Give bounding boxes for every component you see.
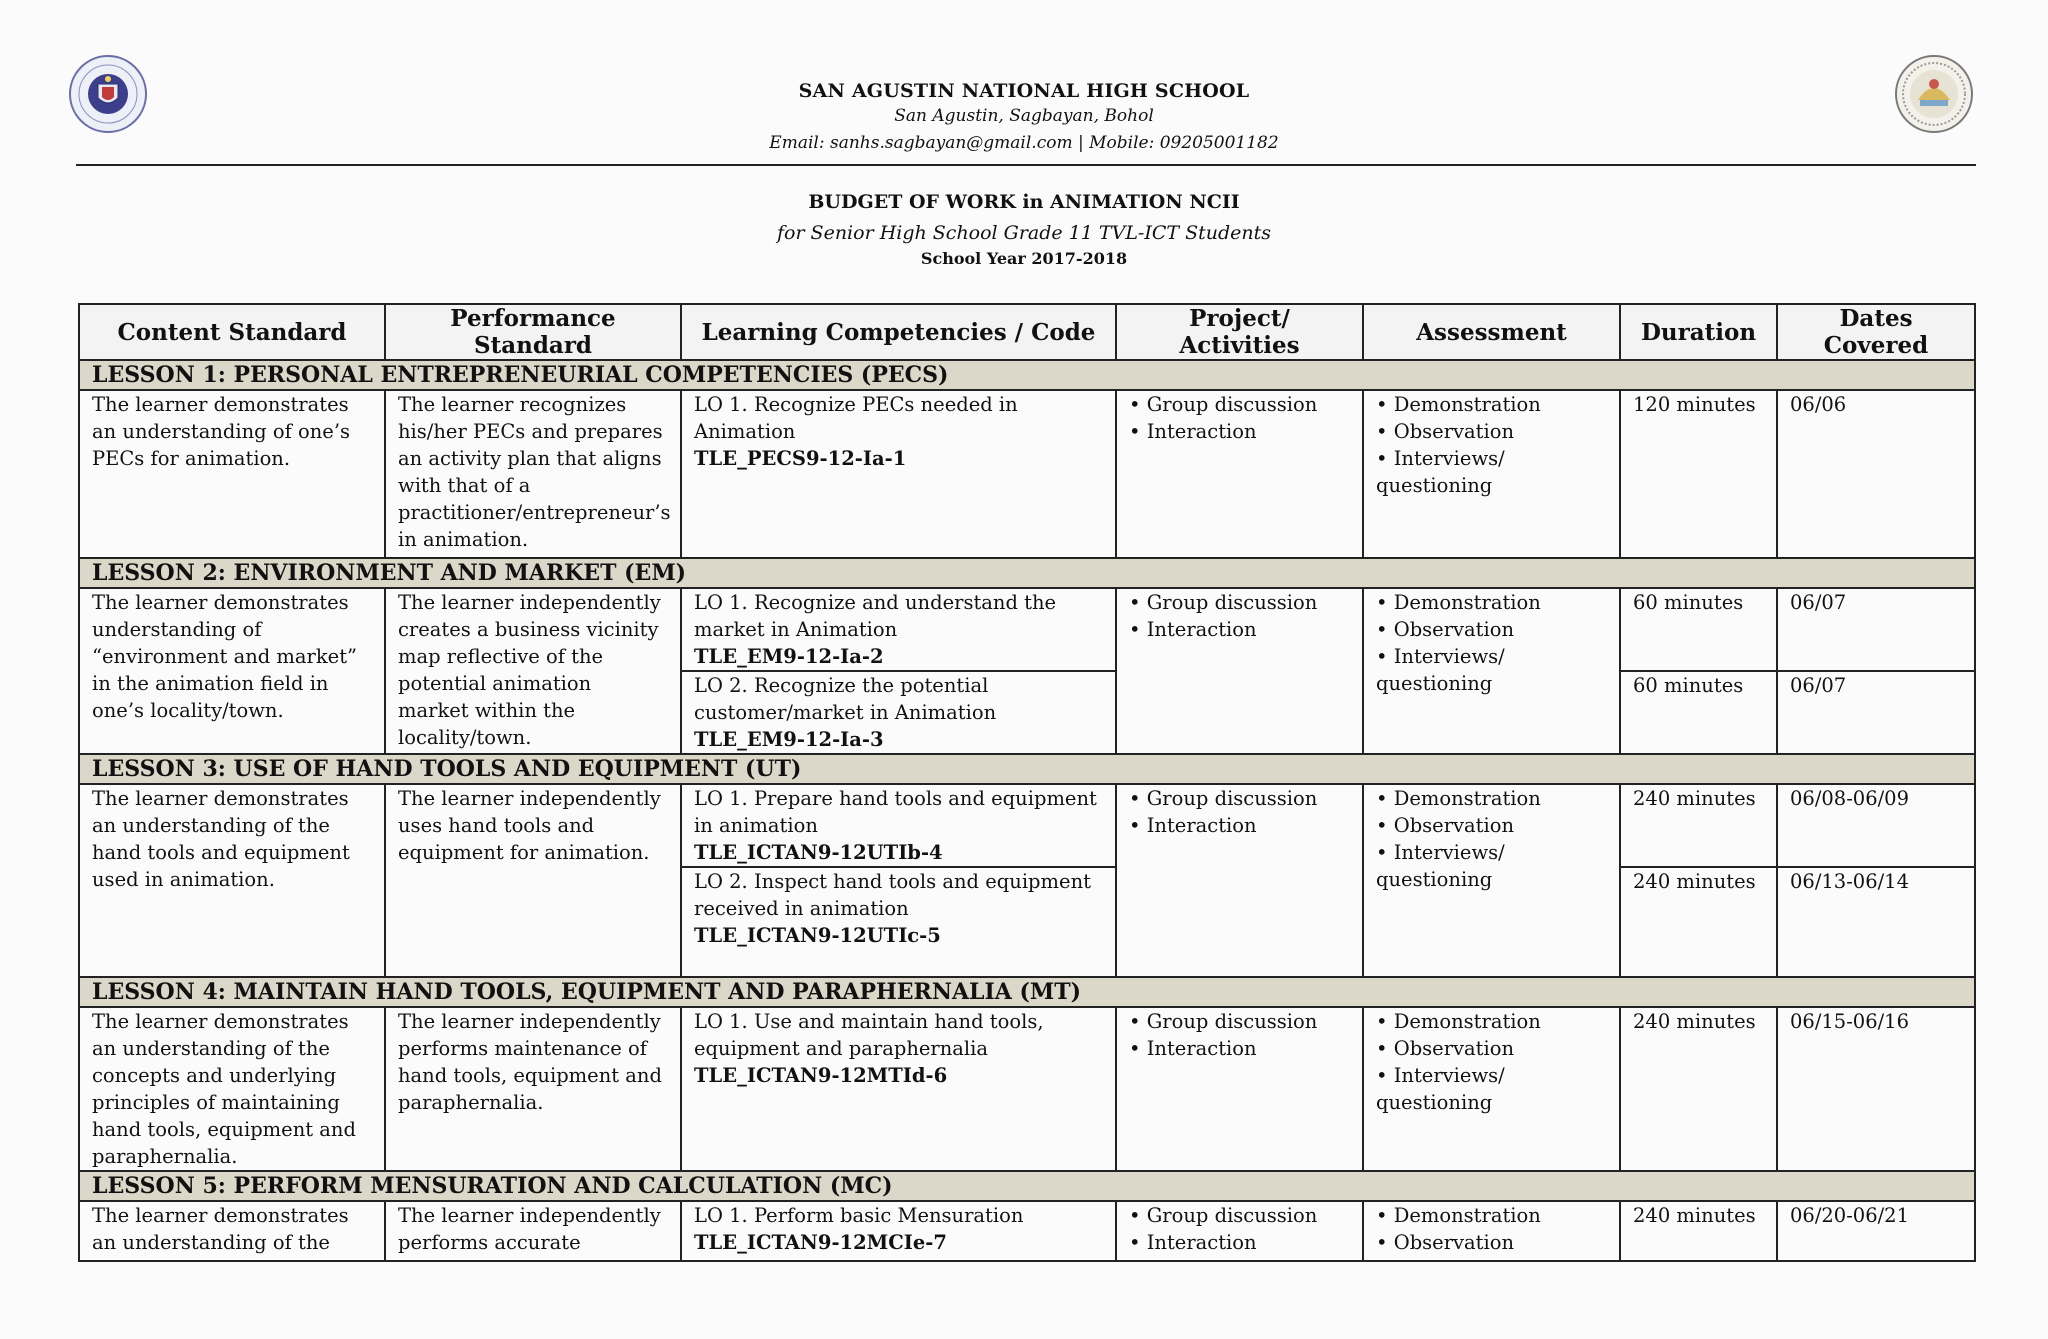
competency-cell	[681, 390, 1116, 558]
duration-cell: 60 minutes	[1620, 671, 1777, 754]
competency-code: TLE_ICTAN9-12MCIe-7	[694, 1231, 947, 1254]
lesson-header-row	[79, 360, 1975, 390]
assessment-item: • Observation	[1376, 616, 1607, 643]
competency-text: LO 1. Perform basic Mensuration	[694, 1204, 1024, 1227]
competency-cell	[681, 1007, 1116, 1171]
lesson-header-row	[79, 977, 1975, 1007]
duration-cell: 240 minutes	[1620, 1201, 1777, 1261]
column-header: Dates Covered	[1777, 304, 1975, 360]
activities-cell	[1116, 1201, 1363, 1261]
assessment-cell	[1363, 1007, 1620, 1171]
column-header: Performance Standard	[385, 304, 681, 360]
activity-item: • Group discussion	[1129, 1008, 1350, 1035]
competency-text: LO 1. Recognize PECs needed in Animation	[694, 393, 1018, 443]
assessment-cell	[1363, 784, 1620, 977]
competency-text: LO 1. Use and maintain hand tools, equipment and paraphernalia	[694, 1010, 1044, 1060]
assessment-item: • Demonstration	[1376, 785, 1607, 812]
assessment-item: • Demonstration	[1376, 589, 1607, 616]
performance-standard-cell: The learner independently performs maintenance of hand tools, equipment and paraphernalia.	[385, 1007, 681, 1171]
column-header: Project/ Activities	[1116, 304, 1363, 360]
activity-item: • Group discussion	[1129, 391, 1350, 418]
lesson-header-row	[79, 558, 1975, 588]
assessment-cell	[1363, 390, 1620, 558]
assessment-item: • Demonstration	[1376, 1008, 1607, 1035]
document-title: BUDGET OF WORK in ANIMATION NCII	[808, 191, 1240, 213]
duration-cell: 240 minutes	[1620, 784, 1777, 867]
dates-cell: 06/15-06/16	[1777, 1007, 1975, 1171]
column-header: Assessment	[1363, 304, 1620, 360]
competency-text: LO 2. Recognize the potential customer/market in Animation	[694, 674, 997, 724]
table-row	[79, 390, 1975, 558]
duration-cell: 60 minutes	[1620, 588, 1777, 671]
assessment-item: • Observation	[1376, 418, 1607, 445]
table-row	[79, 588, 1975, 671]
performance-standard-cell: The learner recognizes his/her PECs and prepares an activity plan that aligns with that of a practitioner/entrepreneur’s in animation.	[385, 390, 681, 558]
competency-cell	[681, 867, 1116, 977]
competency-code: TLE_ICTAN9-12UTIb-4	[694, 841, 943, 864]
competency-text: LO 1. Prepare hand tools and equipment in animation	[694, 787, 1097, 837]
activity-item: • Interaction	[1129, 1035, 1350, 1062]
competency-code: TLE_ICTAN9-12MTId-6	[694, 1064, 948, 1087]
content-standard-cell: The learner demonstrates an understanding of one’s PECs for animation.	[79, 390, 385, 558]
activities-cell	[1116, 390, 1363, 558]
content-standard-cell: The learner demonstrates an understanding of the	[79, 1201, 385, 1261]
assessment-item: • Interviews/ questioning	[1376, 839, 1607, 893]
assessment-item: • Observation	[1376, 1229, 1607, 1256]
duration-cell: 240 minutes	[1620, 1007, 1777, 1171]
activities-cell	[1116, 1007, 1363, 1171]
lesson-header-row	[79, 1171, 1975, 1201]
performance-standard-cell: The learner independently uses hand tools and equipment for animation.	[385, 784, 681, 977]
table-row	[79, 784, 1975, 867]
competency-code: TLE_EM9-12-Ia-2	[694, 645, 884, 668]
duration-cell: 240 minutes	[1620, 867, 1777, 977]
column-header: Learning Competencies / Code	[681, 304, 1116, 360]
table-header-row	[79, 304, 1975, 360]
assessment-cell	[1363, 1201, 1620, 1261]
dates-cell: 06/07	[1777, 671, 1975, 754]
assessment-item: • Interviews/ questioning	[1376, 445, 1607, 499]
assessment-item: • Observation	[1376, 812, 1607, 839]
activity-item: • Interaction	[1129, 812, 1350, 839]
activities-cell	[1116, 588, 1363, 754]
performance-standard-cell: The learner independently creates a business vicinity map reflective of the potential animation market within the locality/town.	[385, 588, 681, 754]
dates-cell: 06/07	[1777, 588, 1975, 671]
dates-cell: 06/13-06/14	[1777, 867, 1975, 977]
competency-text: LO 2. Inspect hand tools and equipment received in animation	[694, 870, 1091, 920]
assessment-item: • Interviews/ questioning	[1376, 643, 1607, 697]
activities-cell	[1116, 784, 1363, 977]
budget-of-work-table	[78, 303, 1976, 1262]
competency-text: LO 1. Recognize and understand the market in Animation	[694, 591, 1057, 641]
header-divider	[76, 164, 1976, 166]
lesson-title: LESSON 1: PERSONAL ENTREPRENEURIAL COMPETENCIES (PECS)	[79, 360, 1975, 390]
competency-code: TLE_PECS9-12-Ia-1	[694, 447, 907, 470]
assessment-item: • Interviews/ questioning	[1376, 1062, 1607, 1116]
assessment-item: • Observation	[1376, 1035, 1607, 1062]
table-row	[79, 1201, 1975, 1261]
school-contact: Email: sanhs.sagbayan@gmail.com | Mobile: 09205001182	[769, 133, 1279, 153]
activity-item: • Group discussion	[1129, 785, 1350, 812]
performance-standard-cell: The learner independently performs accurate	[385, 1201, 681, 1261]
content-standard-cell: The learner demonstrates an understanding of the hand tools and equipment used in animation.	[79, 784, 385, 977]
table-row	[79, 1007, 1975, 1171]
document-subtitle: for Senior High School Grade 11 TVL-ICT Students	[776, 222, 1272, 244]
lesson-title: LESSON 4: MAINTAIN HAND TOOLS, EQUIPMENT AND PARAPHERNALIA (MT)	[79, 977, 1975, 1007]
lesson-title: LESSON 3: USE OF HAND TOOLS AND EQUIPMENT (UT)	[79, 754, 1975, 784]
assessment-item: • Demonstration	[1376, 391, 1607, 418]
content-standard-cell: The learner demonstrates understanding of “environment and market” in the animation field in one’s locality/town.	[79, 588, 385, 754]
dates-cell: 06/06	[1777, 390, 1975, 558]
activity-item: • Interaction	[1129, 418, 1350, 445]
lesson-title: LESSON 2: ENVIRONMENT AND MARKET (EM)	[79, 558, 1975, 588]
activity-item: • Group discussion	[1129, 1202, 1350, 1229]
competency-cell	[681, 784, 1116, 867]
content-standard-cell: The learner demonstrates an understanding of the concepts and underlying principles of maintaining hand tools, equipment and paraphernalia.	[79, 1007, 385, 1171]
school-address: San Agustin, Sagbayan, Bohol	[894, 106, 1154, 126]
lesson-header-row	[79, 754, 1975, 784]
competency-cell	[681, 671, 1116, 754]
competency-code: TLE_EM9-12-Ia-3	[694, 728, 884, 751]
competency-cell	[681, 1201, 1116, 1261]
lesson-title: LESSON 5: PERFORM MENSURATION AND CALCULATION (MC)	[79, 1171, 1975, 1201]
activity-item: • Interaction	[1129, 1229, 1350, 1256]
competency-code: TLE_ICTAN9-12UTIc-5	[694, 924, 941, 947]
assessment-cell	[1363, 588, 1620, 754]
duration-cell: 120 minutes	[1620, 390, 1777, 558]
assessment-item: • Demonstration	[1376, 1202, 1607, 1229]
school-name: SAN AGUSTIN NATIONAL HIGH SCHOOL	[798, 80, 1250, 102]
column-header: Content Standard	[79, 304, 385, 360]
dates-cell: 06/20-06/21	[1777, 1201, 1975, 1261]
school-year: School Year 2017-2018	[920, 249, 1128, 268]
activity-item: • Interaction	[1129, 616, 1350, 643]
dates-cell: 06/08-06/09	[1777, 784, 1975, 867]
competency-cell	[681, 588, 1116, 671]
column-header: Duration	[1620, 304, 1777, 360]
activity-item: • Group discussion	[1129, 589, 1350, 616]
